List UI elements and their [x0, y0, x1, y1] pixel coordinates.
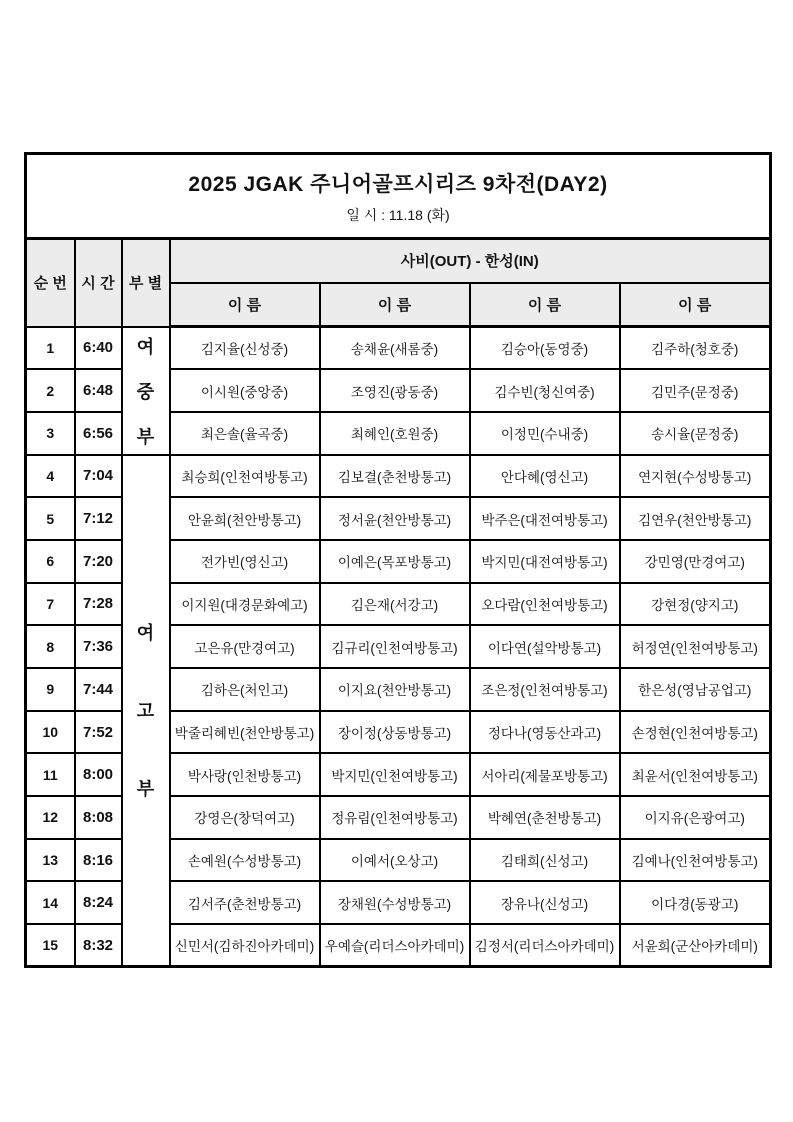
player-cell: 이지원(대경문화예고): [170, 583, 320, 626]
player-cell: 김예나(인천여방통고): [620, 839, 771, 882]
player-cell: 한은성(영남공업고): [620, 668, 771, 711]
header-no: 순 번: [26, 239, 75, 327]
division-cell-middle-school: [122, 327, 170, 455]
player-cell: 이지유(은광여고): [620, 796, 771, 839]
player-cell: 박주은(대전여방통고): [470, 497, 620, 540]
player-cell: 장유나(신성고): [470, 881, 620, 924]
row-number-cell: 12: [26, 796, 75, 839]
player-cell: 정유림(인천여방통고): [320, 796, 470, 839]
header-row-group: [26, 239, 771, 283]
player-cell: 박줄리혜빈(천안방통고): [170, 711, 320, 754]
player-cell: 김규리(인천여방통고): [320, 625, 470, 668]
player-cell: 이예은(목포방통고): [320, 540, 470, 583]
player-cell: 김연우(천안방통고): [620, 497, 771, 540]
time-cell: 8:00: [75, 753, 122, 796]
player-cell: 박지민(인천여방통고): [320, 753, 470, 796]
row-number-cell: 3: [26, 412, 75, 455]
player-cell: 김하은(처인고): [170, 668, 320, 711]
player-cell: 박사랑(인천방통고): [170, 753, 320, 796]
time-cell: 8:08: [75, 796, 122, 839]
division-cell-high-school: [122, 455, 170, 967]
header-name-1: 이 름: [170, 283, 320, 327]
event-date: 일 시 : 11.18 (화): [346, 206, 450, 223]
player-cell: 박지민(대전여방통고): [470, 540, 620, 583]
row-number-cell: 2: [26, 369, 75, 412]
time-cell: 7:36: [75, 625, 122, 668]
player-cell: 손예원(수성방통고): [170, 839, 320, 882]
player-cell: 이지요(천안방통고): [320, 668, 470, 711]
time-cell: 7:52: [75, 711, 122, 754]
header-name-2: 이 름: [320, 283, 470, 327]
player-cell: 김은재(서강고): [320, 583, 470, 626]
division-char: 여: [136, 336, 155, 357]
row-number-cell: 4: [26, 455, 75, 498]
player-cell: 최은솔(율곡중): [170, 412, 320, 455]
player-cell: 고은유(만경여고): [170, 625, 320, 668]
time-cell: 7:44: [75, 668, 122, 711]
player-cell: 김수빈(청신여중): [470, 369, 620, 412]
player-cell: 김승아(동영중): [470, 327, 620, 370]
player-cell: 안다혜(영신고): [470, 455, 620, 498]
row-number-cell: 10: [26, 711, 75, 754]
player-cell: 이시원(중앙중): [170, 369, 320, 412]
row-number-cell: 11: [26, 753, 75, 796]
header-division: 부 별: [122, 239, 170, 327]
row-number-cell: 1: [26, 327, 75, 370]
player-cell: 강현정(양지고): [620, 583, 771, 626]
row-number-cell: 7: [26, 583, 75, 626]
division-char: 중: [136, 381, 155, 402]
header-course-group: 사비(OUT) - 한성(IN): [170, 239, 771, 283]
player-cell: 이정민(수내중): [470, 412, 620, 455]
player-cell: 이다연(설악방통고): [470, 625, 620, 668]
row-number-cell: 8: [26, 625, 75, 668]
division-char: 고: [136, 701, 155, 722]
header-time: 시 간: [75, 239, 122, 327]
player-cell: 손정현(인천여방통고): [620, 711, 771, 754]
player-cell: 이예서(오상고): [320, 839, 470, 882]
header-name-3: 이 름: [470, 283, 620, 327]
player-cell: 장이정(상동방통고): [320, 711, 470, 754]
player-cell: 안윤희(천안방통고): [170, 497, 320, 540]
pairing-table: [24, 152, 772, 968]
player-cell: 신민서(김하진아카데미): [170, 924, 320, 967]
division-char: 부: [136, 426, 155, 447]
page-title: 2025 JGAK 주니어골프시리즈 9차전(DAY2): [188, 172, 608, 196]
player-cell: 이다경(동광고): [620, 881, 771, 924]
player-cell: 강민영(만경여고): [620, 540, 771, 583]
time-cell: 6:48: [75, 369, 122, 412]
row-number-cell: 6: [26, 540, 75, 583]
player-cell: 강영은(창덕여고): [170, 796, 320, 839]
division-char: 부: [136, 779, 155, 800]
player-cell: 조은정(인천여방통고): [470, 668, 620, 711]
player-cell: 장채원(수성방통고): [320, 881, 470, 924]
player-cell: 김보결(춘천방통고): [320, 455, 470, 498]
row-number-cell: 14: [26, 881, 75, 924]
player-cell: 김지율(신성중): [170, 327, 320, 370]
header-name-4: 이 름: [620, 283, 771, 327]
player-cell: 박혜연(춘천방통고): [470, 796, 620, 839]
player-cell: 서윤희(군산아카데미): [620, 924, 771, 967]
time-cell: 8:16: [75, 839, 122, 882]
row-number-cell: 5: [26, 497, 75, 540]
player-cell: 전가빈(영신고): [170, 540, 320, 583]
table-row: [26, 455, 771, 498]
time-cell: 7:28: [75, 583, 122, 626]
time-cell: 6:56: [75, 412, 122, 455]
time-cell: 7:20: [75, 540, 122, 583]
time-cell: 7:12: [75, 497, 122, 540]
player-cell: 정다나(영동산과고): [470, 711, 620, 754]
player-cell: 서아리(제물포방통고): [470, 753, 620, 796]
time-cell: 7:04: [75, 455, 122, 498]
player-cell: 송채윤(새롬중): [320, 327, 470, 370]
table-row: [26, 327, 771, 370]
player-cell: 송시율(문정중): [620, 412, 771, 455]
player-cell: 조영진(광동중): [320, 369, 470, 412]
row-number-cell: 9: [26, 668, 75, 711]
player-cell: 김서주(춘천방통고): [170, 881, 320, 924]
row-number-cell: 13: [26, 839, 75, 882]
row-number-cell: 15: [26, 924, 75, 967]
player-cell: 최윤서(인천여방통고): [620, 753, 771, 796]
player-cell: 김정서(리더스아카데미): [470, 924, 620, 967]
player-cell: 김민주(문정중): [620, 369, 771, 412]
time-cell: 6:40: [75, 327, 122, 370]
player-cell: 정서윤(천안방통고): [320, 497, 470, 540]
division-char: 여: [136, 623, 155, 644]
player-cell: 허정연(인천여방통고): [620, 625, 771, 668]
player-cell: 김태희(신성고): [470, 839, 620, 882]
player-cell: 우예슬(리더스아카데미): [320, 924, 470, 967]
player-cell: 김주하(청호중): [620, 327, 771, 370]
title-block: [26, 154, 771, 239]
player-cell: 최혜인(호원중): [320, 412, 470, 455]
title-cell: [26, 154, 771, 239]
player-cell: 최승희(인천여방통고): [170, 455, 320, 498]
player-cell: 연지현(수성방통고): [620, 455, 771, 498]
time-cell: 8:24: [75, 881, 122, 924]
time-cell: 8:32: [75, 924, 122, 967]
player-cell: 오다람(인천여방통고): [470, 583, 620, 626]
